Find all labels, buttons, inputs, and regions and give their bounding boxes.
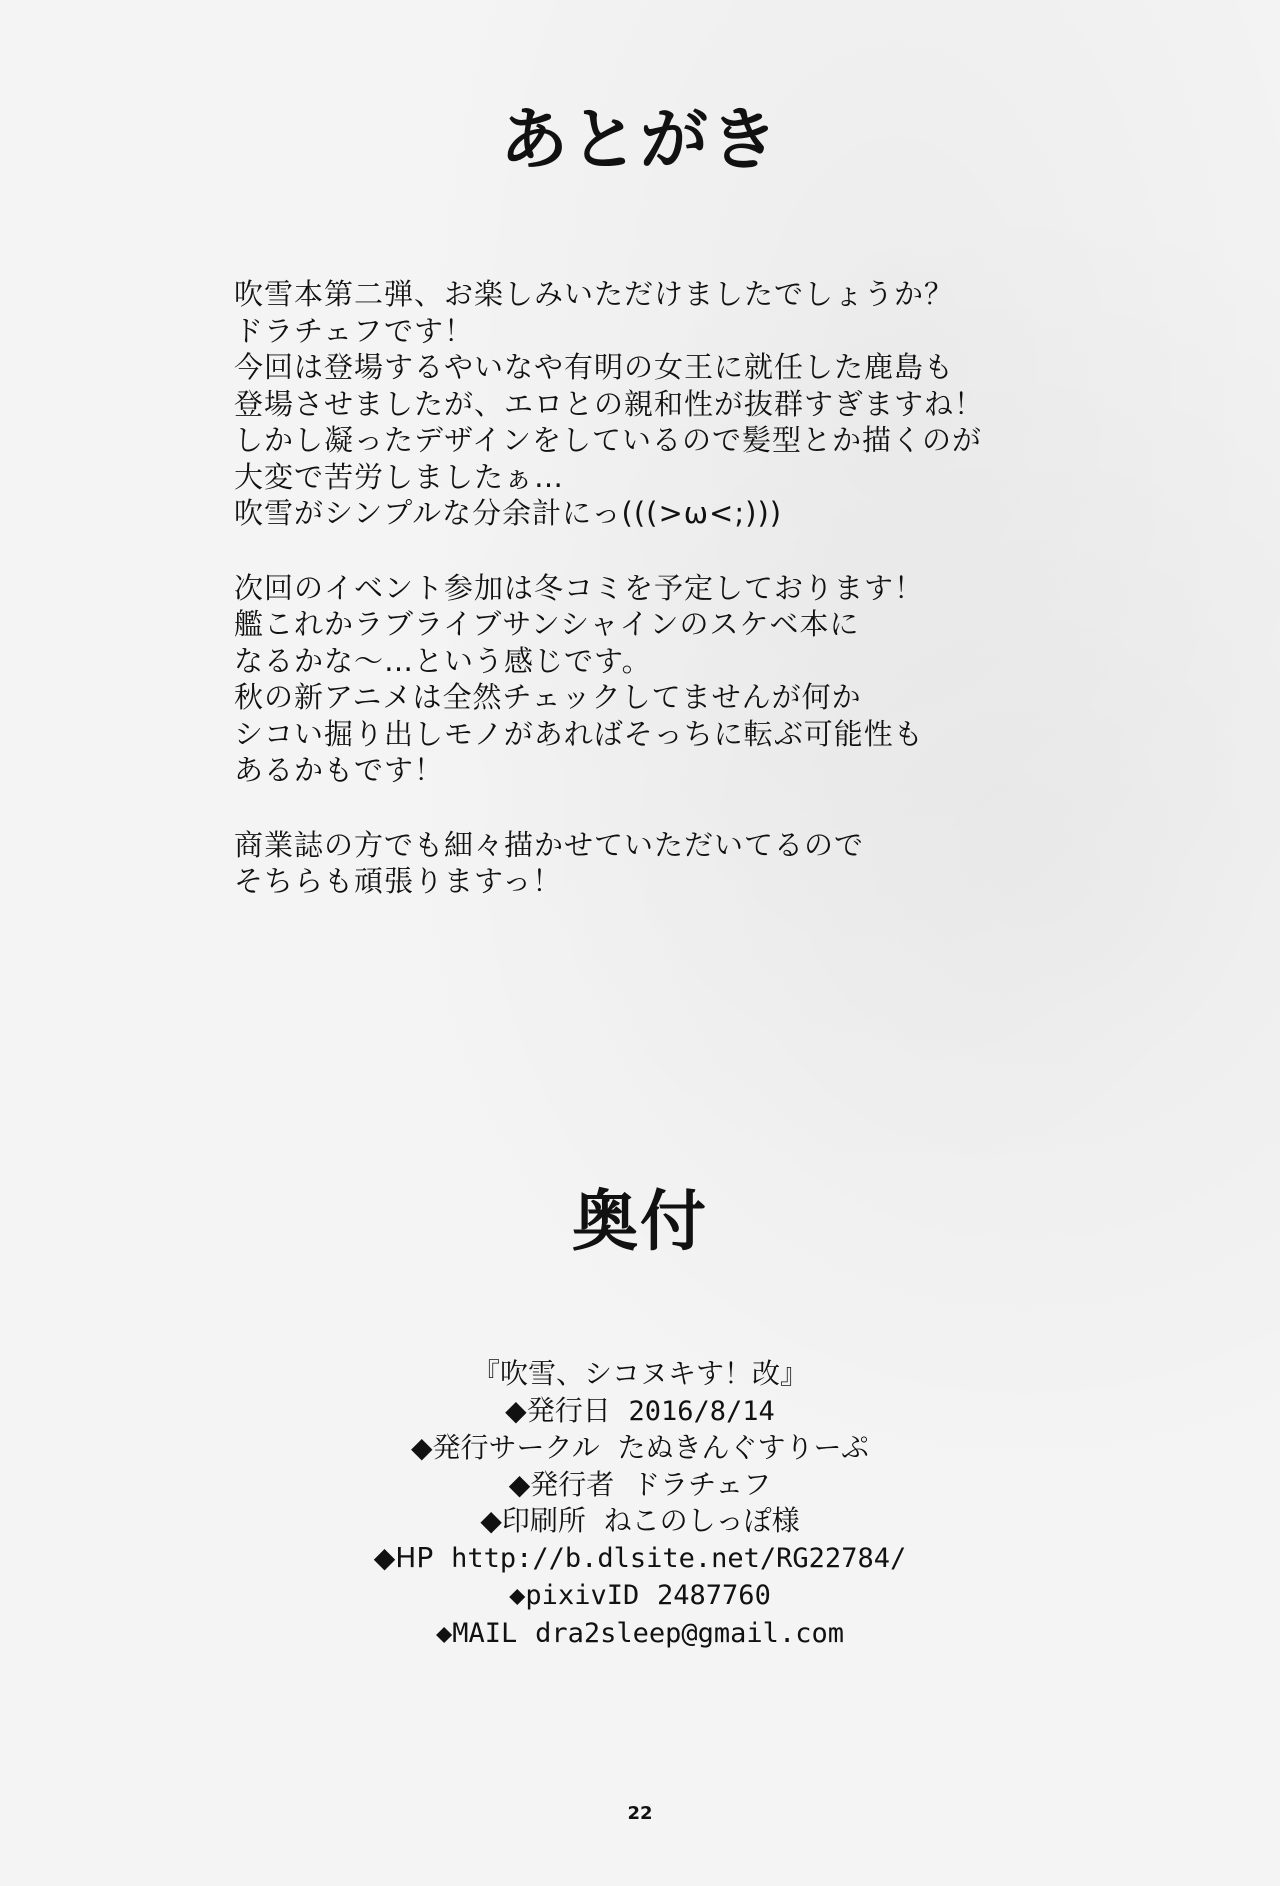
text-line: 吹雪がシンプルな分余計にっ(((>ω<;))) [234,496,783,530]
afterword-paragraph-2 [234,570,1034,789]
entry-value: 2487760 [657,1580,771,1611]
text-line: シコい掘り出しモノがあればそっちに転ぶ可能性も [234,716,924,751]
entry-value: dra2sleep@gmail.com [535,1617,844,1649]
text-line: なるかな～…という感じです。 [234,643,652,678]
colophon-entry-publisher [0,1467,1280,1504]
text-line: そちらも頑張りますっ！ [234,864,563,898]
colophon-info [0,1356,1280,1652]
book-title: 『吹雪、シコヌキす！改』 [471,1357,808,1390]
entry-label: ◆発行者 [508,1467,615,1501]
afterword-body [234,276,1034,938]
text-line: 艦これかラブライブサンシャインのスケベ本に [234,607,860,641]
entry-label: ◆発行日 [505,1393,611,1427]
colophon-entry-printer [0,1503,1280,1540]
colophon-entry-circle [0,1430,1280,1467]
text-line: ドラチェフです！ [234,313,475,348]
text-line: 大変で苦労しましたぁ… [234,459,565,494]
afterword-paragraph-1 [234,276,1034,532]
page-number: 22 [627,1803,653,1824]
colophon-entry-homepage [0,1540,1280,1578]
text-line: 秋の新アニメは全然チェックしてませんが何か [234,680,862,714]
text-line: あるかもです！ [234,753,445,787]
afterword-title: あとがき [499,101,780,180]
colophon-entry-publish-date [0,1393,1280,1431]
entry-value: http://b.dlsite.net/RG22784/ [451,1542,907,1574]
entry-value: ドラチェフ [632,1467,772,1501]
entry-label: ◆発行サークル [411,1431,600,1464]
afterword-paragraph-3 [234,827,1034,900]
entry-label: ◆印刷所 [480,1504,586,1537]
entry-value: たぬきんぐすりーぷ [617,1431,869,1464]
entry-value: 2016/8/14 [628,1395,775,1427]
text-line: 商業誌の方でも細々描かせていただいてるので [234,827,865,862]
entry-label: ◆pixivID [509,1580,640,1611]
text-line: 次回のイベント参加は冬コミを予定しております！ [234,570,925,605]
text-line: 今回は登場するやいなや有明の女王に就任した鹿島も [234,350,955,384]
colophon-title: 奥付 [572,1183,708,1260]
text-line: 登場させましたが、エロとの親和性が抜群すぎますね！ [234,386,985,421]
text-line: 吹雪本第二弾、お楽しみいただけましたでしょうか？ [234,277,955,311]
colophon-entry-mail [0,1615,1280,1653]
text-line: しかし凝ったデザインをしているので髪型とか描くのが [234,423,982,457]
colophon-entry-pixiv [0,1577,1280,1615]
entry-value: ねこのしっぽ様 [603,1504,800,1537]
entry-label: ◆MAIL [436,1617,518,1649]
entry-label: ◆HP [373,1540,434,1574]
